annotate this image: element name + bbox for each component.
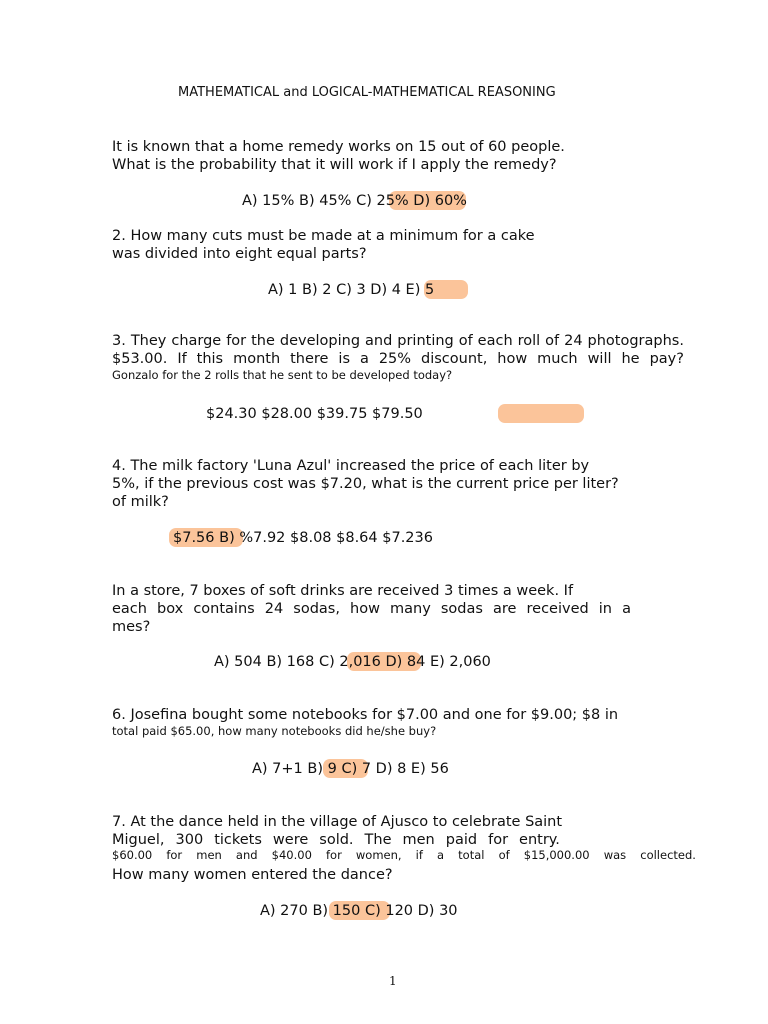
page-number: 1: [389, 974, 397, 988]
q6-line-1: 6. Josefina bought some notebooks for $7.00 and one for $9.00; $8 in: [112, 707, 619, 723]
q1-line-1: It is known that a home remedy works on 15 out of 60 people.: [112, 139, 565, 155]
q3-answer-highlight: [498, 404, 584, 423]
q3-line-3: Gonzalo for the 2 rolls that he sent to be developed today?: [112, 368, 453, 382]
q4-answer-options: $7.56 B) %7.92 $8.08 $8.64 $7.236: [173, 530, 433, 546]
q1-line-2: What is the probability that it will work if I apply the remedy?: [112, 157, 557, 173]
q7-line-1: 7. At the dance held in the village of Ajusco to celebrate Saint: [112, 814, 563, 830]
q5-line-2: each box contains 24 sodas, how many sodas are received in a: [112, 601, 631, 617]
document-title: MATHEMATICAL and LOGICAL-MATHEMATICAL REASONING: [178, 85, 556, 100]
q7-answer-options: A) 270 B) 150 C) 120 D) 30: [260, 903, 458, 919]
q3-line-1: 3. They charge for the developing and printing of each roll of 24 photographs.: [112, 333, 684, 349]
q5-line-1: In a store, 7 boxes of soft drinks are received 3 times a week. If: [112, 583, 574, 599]
q4-line-2: 5%, if the previous cost was $7.20, what is the current price per liter?: [112, 476, 619, 492]
q7-line-2: Miguel, 300 tickets were sold. The men paid for entry.: [112, 832, 560, 848]
q2-line-1: 2. How many cuts must be made at a minimum for a cake: [112, 228, 535, 244]
q7-line-4: How many women entered the dance?: [112, 867, 393, 883]
q3-answer-options: $24.30 $28.00 $39.75 $79.50: [206, 406, 423, 422]
q5-answer-options: A) 504 B) 168 C) 2,016 D) 84 E) 2,060: [214, 654, 491, 670]
q5-line-3: mes?: [112, 619, 151, 635]
q4-line-1: 4. The milk factory 'Luna Azul' increased the price of each liter by: [112, 458, 590, 474]
q1-answer-options: A) 15% B) 45% C) 25% D) 60%: [242, 193, 467, 209]
q2-line-2: was divided into eight equal parts?: [112, 246, 367, 262]
q6-line-2: total paid $65.00, how many notebooks did he/she buy?: [112, 724, 437, 738]
q4-line-3: of milk?: [112, 494, 169, 510]
q2-answer-options: A) 1 B) 2 C) 3 D) 4 E) 5: [268, 282, 435, 298]
q3-line-2: $53.00. If this month there is a 25% discount, how much will he pay?: [112, 351, 684, 367]
q7-line-3: $60.00 for men and $40.00 for women, if a total of $15,000.00 was collected.: [112, 848, 696, 862]
q6-answer-options: A) 7+1 B) 9 C) 7 D) 8 E) 56: [252, 761, 449, 777]
